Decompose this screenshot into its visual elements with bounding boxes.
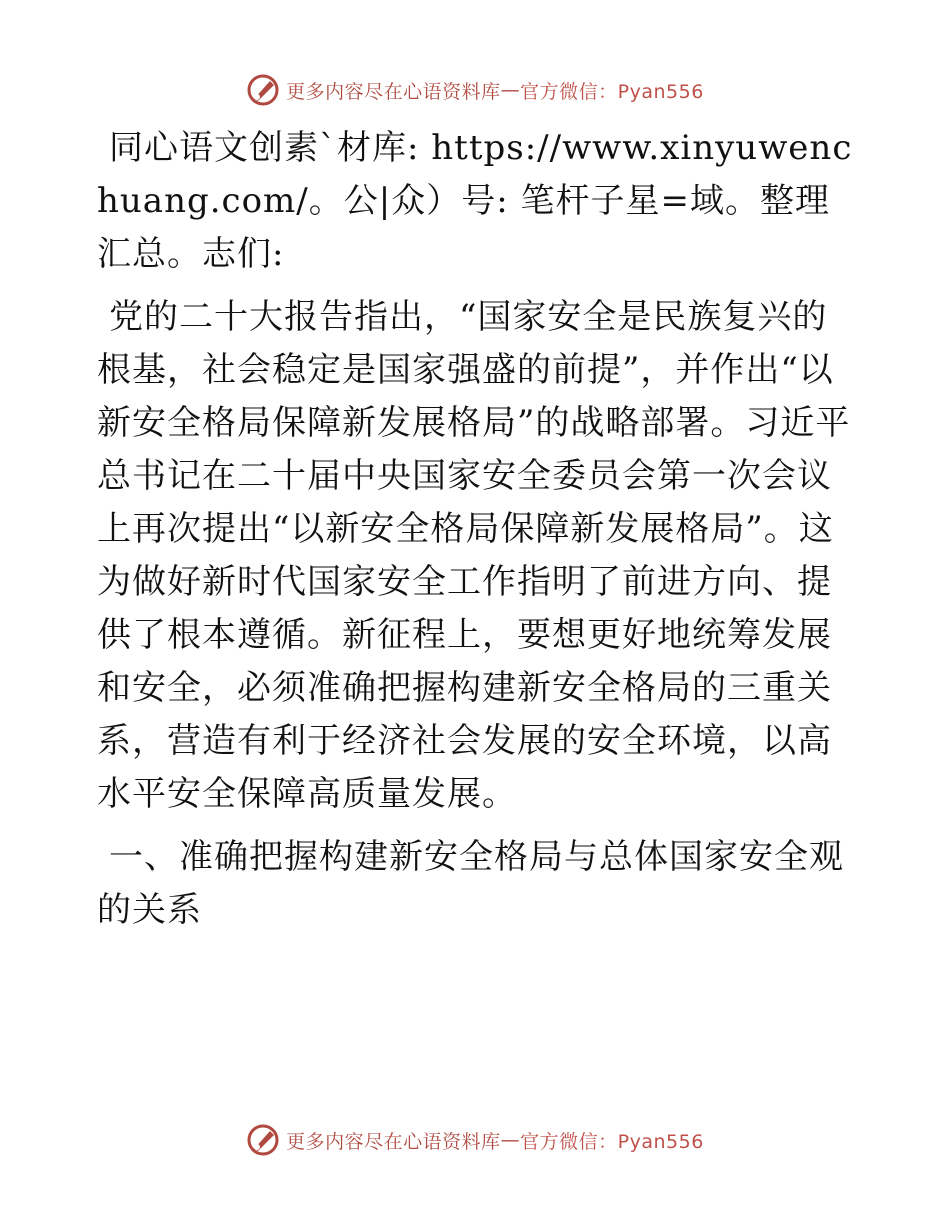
pen-logo-icon <box>246 73 280 107</box>
watermark-separator: — <box>500 79 521 101</box>
watermark-contact: 官方微信：Pyan556 <box>520 1130 704 1153</box>
watermark-text: 更多内容尽在心语资料库 <box>286 1130 501 1153</box>
watermark-footer <box>0 1120 950 1160</box>
watermark-header <box>0 70 950 110</box>
pen-logo-icon <box>246 1123 280 1157</box>
document-body <box>97 122 857 937</box>
intro-paragraph: 同心语文创素`材库: https://www.xinyuwenchuang.com/。公|众）号: 笔杆子星=域。整理汇总。志们: <box>97 128 853 274</box>
watermark-text: 更多内容尽在心语资料库 <box>286 80 501 103</box>
watermark-contact: 官方微信：Pyan556 <box>520 80 704 103</box>
body-paragraph: 党的二十大报告指出，“国家安全是民族复兴的根基，社会稳定是国家强盛的前提”，并作出“以新安全格局保障新发展格局”的战略部署。习近平总书记在二十届中央国家安全委员会第一次会议上再次提出“以新安全格局保障新发展格局”。这为做好新时代国家安全工作指明了前进方向、提供了根本遵循。新征程上，要想更好地统筹发展和安全，必须准确把握构建新安全格局的三重关系，营造有利于经济社会发展的安全环境，以高水平安全保障高质量发展。 <box>97 297 851 814</box>
watermark-separator: — <box>500 1129 521 1151</box>
section-heading: 一、准确把握构建新安全格局与总体国家安全观的关系 <box>97 837 844 930</box>
